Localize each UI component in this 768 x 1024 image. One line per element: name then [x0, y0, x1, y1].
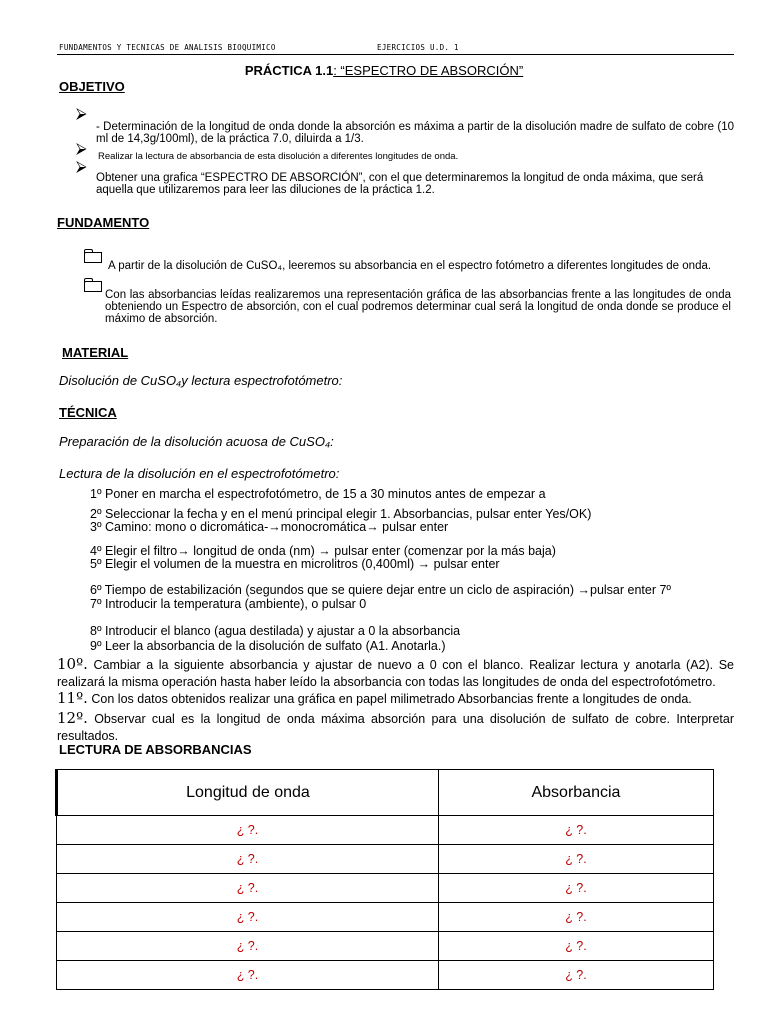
- header-absorbancia: Absorbancia: [438, 770, 713, 816]
- table-cell: ¿ ?.: [57, 932, 439, 961]
- step-12-number: 12º.: [57, 709, 88, 727]
- arrow-bullet-icon: ⮚: [76, 158, 87, 175]
- tecnica-prep: Preparación de la disolución acuosa de CuSO₄:: [59, 434, 334, 449]
- table-cell: ¿ ?.: [438, 816, 713, 845]
- table-row: [57, 874, 714, 903]
- header-right: EJERCICIOS U.D. 1: [377, 43, 459, 52]
- tecnica-lectura: Lectura de la disolución en el espectrofotómetro:: [59, 466, 340, 481]
- page-header: [59, 43, 734, 52]
- arrow-bullet-icon: ⮚: [76, 140, 87, 157]
- table-row: [57, 816, 714, 845]
- fundamento-item-2: Con las absorbancias leídas realizaremos una representación gráfica de las absorbancias frente a las longitudes de onda obteniendo un Espectro de absorción, con el cual podremos determinar cual será la longitud de onda donde se produce el máximo de absorción.: [105, 289, 731, 325]
- table-cell: ¿ ?.: [438, 932, 713, 961]
- step-1: 1º Poner en marcha el espectrofotómetro, de 15 a 30 minutos antes de empezar a: [90, 487, 546, 501]
- fundamento-item-1: A partir de la disolución de CuSO₄, leeremos su absorbancia en el espectro fotómetro a diferentes longitudes de onda.: [108, 260, 712, 272]
- material-text: Disolución de CuSO₄y lectura espectrofotómetro:: [59, 373, 343, 388]
- section-fundamento: FUNDAMENTO: [57, 215, 150, 230]
- table-row: [57, 845, 714, 874]
- table-row: [57, 932, 714, 961]
- step-12: [57, 710, 734, 745]
- header-divider: [57, 54, 734, 55]
- step-11: [57, 690, 734, 708]
- step-2: 2º Seleccionar la fecha y en el menú principal elegir 1. Absorbancias, pulsar enter Yes/OK): [90, 507, 592, 521]
- section-tecnica: TÉCNICA: [59, 405, 117, 420]
- table-cell: ¿ ?.: [438, 903, 713, 932]
- table-cell: ¿ ?.: [57, 961, 439, 990]
- step-11-text: Con los datos obtenidos realizar una gráfica en papel milimetrado Absorbancias frente a longitudes de onda.: [87, 692, 692, 706]
- header-longitud: Longitud de onda: [57, 770, 439, 816]
- title-rest: : “ESPECTRO DE ABSORCIÓN”: [333, 63, 524, 78]
- section-lectura: LECTURA DE ABSORBANCIAS: [59, 742, 252, 757]
- objetivo-item-1: - Determinación de la longitud de onda donde la absorción es máxima a partir de la disolución madre de sulfato de cobre (10 ml de 14,3g/100ml), de la práctica 7.0, diluirda a 1/3.: [96, 121, 734, 145]
- step-10: [57, 656, 734, 691]
- page-title: [0, 63, 768, 78]
- step-5: 5º Elegir el volumen de la muestra en microlitros (0,400ml) → pulsar enter: [90, 557, 500, 571]
- objetivo-item-3: Obtener una grafica “ESPECTRO DE ABSORCIÓN”, con el que determinaremos la longitud de onda máxima, que será aquella que utilizaremos para leer las diluciones de la práctica 1.2.: [96, 172, 704, 196]
- absorbance-table: [55, 769, 714, 990]
- step-4: 4º Elegir el filtro→ longitud de onda (nm) → pulsar enter (comenzar por la más baja): [90, 544, 556, 558]
- step-10-number: 10º.: [57, 655, 88, 673]
- table-row: [57, 903, 714, 932]
- step-12-text: Observar cual es la longitud de onda máxima absorción para una disolución de sulfato de cobre. Interpretar resultados.: [57, 712, 734, 743]
- table-cell: ¿ ?.: [438, 961, 713, 990]
- step-9: 9º Leer la absorbancia de la disolución de sulfato (A1. Anotarla.): [90, 639, 446, 653]
- step-11-number: 11º.: [57, 689, 88, 707]
- step-3: 3º Camino: mono o dicromática-→monocromática→ pulsar enter: [90, 520, 449, 534]
- arrow-bullet-icon: ⮚: [76, 105, 87, 122]
- header-left: FUNDAMENTOS Y TECNICAS DE ANALISIS BIOQUIMICO: [59, 43, 276, 52]
- step-7: 7º Introducir la temperatura (ambiente), o pulsar 0: [90, 597, 367, 611]
- objetivo-item-2: Realizar la lectura de absorbancia de esta disolución a diferentes longitudes de onda.: [98, 151, 459, 162]
- table-cell: ¿ ?.: [57, 845, 439, 874]
- section-objetivo: OBJETIVO: [59, 79, 125, 94]
- step-8: 8º Introducir el blanco (agua destilada) y ajustar a 0 la absorbancia: [90, 624, 461, 638]
- step-6: 6º Tiempo de estabilización (segundos que se quiere dejar entre un ciclo de aspiración) →pulsar enter 7º: [90, 583, 671, 597]
- table-cell: ¿ ?.: [57, 874, 439, 903]
- table-cell: ¿ ?.: [438, 845, 713, 874]
- step-10-text: Cambiar a la siguiente absorbancia y ajustar de nuevo a 0 con el blanco. Realizar lectura y anotarla (A2). Se realizará la misma operación hasta haber leído la absorbancia con todas las longitudes de onda del espectrofotómetro.: [57, 658, 734, 689]
- table-cell: ¿ ?.: [438, 874, 713, 903]
- section-material: MATERIAL: [62, 345, 129, 360]
- table-cell: ¿ ?.: [57, 903, 439, 932]
- table-cell: ¿ ?.: [57, 816, 439, 845]
- table-row: [57, 961, 714, 990]
- folder-icon: [84, 252, 102, 263]
- folder-icon: [84, 281, 102, 292]
- table-header-row: [57, 770, 714, 816]
- title-bold: PRÁCTICA 1.1: [244, 63, 334, 78]
